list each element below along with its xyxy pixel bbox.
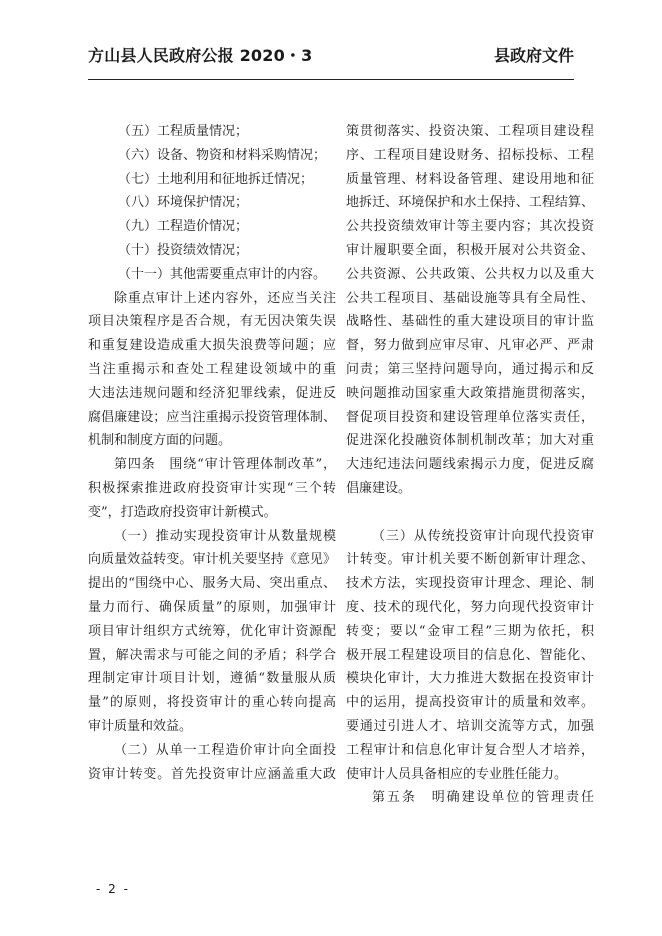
text-line: 地拆迁、环境保护和水土保持、工程结算、 xyxy=(346,195,594,211)
text-line: 使审计人员具备相应的专业胜任能力。 xyxy=(346,766,568,782)
text-line: 量力而行、确保质量”的原则，加强审计 xyxy=(88,599,336,615)
text-line: 理制定审计项目计划，遵循“数量服从质 xyxy=(88,671,336,687)
text-line: 大违纪违法问题线索揭示力度，促进反腐 xyxy=(346,457,594,473)
text-line: （六）设备、物资和材料采购情况； xyxy=(118,147,327,163)
text-line: 公共投资绩效审计等主要内容；其次投资 xyxy=(346,219,594,235)
text-line: 问责；第三坚持问题导向，通过揭示和反 xyxy=(346,361,594,377)
text-line: 向质量效益转变。审计机关要坚持《意见》 xyxy=(88,552,336,568)
text-line: 模块化审计，大力推进大数据在投资审计 xyxy=(346,671,594,687)
text-line: 第四条 围绕“审计管理体制改革”， xyxy=(114,457,336,473)
text-line: 督，努力做到应审尽审、凡审必严、严肃 xyxy=(346,338,594,354)
text-line: 量”的原则，将投资审计的重心转向提高 xyxy=(88,695,336,711)
text-line: 变”，打造政府投资审计新模式。 xyxy=(88,504,277,520)
page-number: - 2 - xyxy=(96,882,130,896)
text-line: 转变；要以“金审工程”三期为依托，积 xyxy=(346,623,594,639)
gazette-title: 方山县人民政府公报 2020・3 xyxy=(88,46,313,65)
text-line: 计转变。审计机关要不断创新审计理念、 xyxy=(346,552,594,568)
text-line: 策贯彻落实、投资决策、工程项目建设程 xyxy=(346,124,594,139)
text-line: 技术方法，实现投资审计理念、理论、制 xyxy=(346,576,594,592)
text-line: 公共资源、公共政策、公共权力以及重大 xyxy=(346,266,594,282)
text-line: 促进深化投融资体制机制改革；加大对重 xyxy=(346,433,594,449)
text-line: （三）从传统投资审计向现代投资审 xyxy=(372,528,594,544)
text-line: （一）推动实现投资审计从数量规模 xyxy=(114,528,336,544)
text-line: （十）投资绩效情况； xyxy=(118,242,249,258)
text-line: 项目决策程序是否合规，有无因决策失误 xyxy=(88,314,336,330)
right-column xyxy=(346,120,594,810)
text-line: 督促项目投资和建设管理单位落实责任， xyxy=(346,409,594,425)
text-line: 工程审计和信息化审计复合型人才培养， xyxy=(346,742,594,758)
text-line: （五）工程质量情况； xyxy=(118,124,249,139)
page-header xyxy=(88,43,574,73)
text-line: 公共工程项目、基础设施等具有全局性、 xyxy=(346,290,594,306)
text-line xyxy=(346,501,594,525)
text-line: 映问题推动国家重大政策措施贯彻落实， xyxy=(346,385,594,401)
text-line: 除重点审计上述内容外，还应当关注 xyxy=(114,290,336,306)
text-line: 大违法违规问题和经济犯罪线索，促进反 xyxy=(88,385,336,401)
text-line: 中的运用，提高投资审计的质量和效率。 xyxy=(346,695,594,711)
text-line: 项目审计组织方式统筹，优化审计资源配 xyxy=(88,623,336,639)
left-column xyxy=(88,120,336,786)
text-line: 和重复建设造成重大损失浪费等问题；应 xyxy=(88,338,336,354)
text-line: 当注重揭示和查处工程建设领域中的重 xyxy=(88,361,336,377)
text-line: （八）环境保护情况； xyxy=(118,195,249,211)
text-line: （九）工程造价情况； xyxy=(118,219,249,235)
text-line: 度、技术的现代化，努力向现代投资审计 xyxy=(346,599,594,615)
text-line: （十一）其他需要重点审计的内容。 xyxy=(118,266,327,282)
text-line: 审计质量和效益。 xyxy=(88,718,193,734)
text-line: 腐倡廉建设；应当注重揭示投资管理体制、 xyxy=(88,409,336,425)
section-label: 县政府文件 xyxy=(493,46,574,65)
text-line: 置，解决需求与可能之间的矛盾；科学合 xyxy=(88,647,336,663)
text-line: 质量管理、材料设备管理、建设用地和征 xyxy=(346,171,594,187)
header-rule xyxy=(88,79,574,80)
text-line: 提出的“围绕中心、服务大局、突出重点、 xyxy=(88,576,336,592)
text-line: （二）从单一工程造价审计向全面投 xyxy=(114,742,336,758)
text-line: 第五条 明确建设单位的管理责任 xyxy=(372,790,594,806)
text-line: 审计履职要全面，积极开展对公共资金、 xyxy=(346,242,594,258)
text-line: 要通过引进人才、培训交流等方式，加强 xyxy=(346,718,594,734)
text-line: 资审计转变。首先投资审计应涵盖重大政 xyxy=(88,766,336,782)
text-line: 极开展工程建设项目的信息化、智能化、 xyxy=(346,647,594,663)
text-line: 战略性、基础性的重大建设项目的审计监 xyxy=(346,314,594,330)
text-line: 机制和制度方面的问题。 xyxy=(88,433,232,449)
text-line: 倡廉建设。 xyxy=(346,480,412,496)
text-line: 积极探索推进政府投资审计实现“三个转 xyxy=(88,480,336,496)
text-line: 序、工程项目建设财务、招标投标、工程 xyxy=(346,147,594,163)
text-line: （七）土地利用和征地拆迁情况； xyxy=(118,171,314,187)
